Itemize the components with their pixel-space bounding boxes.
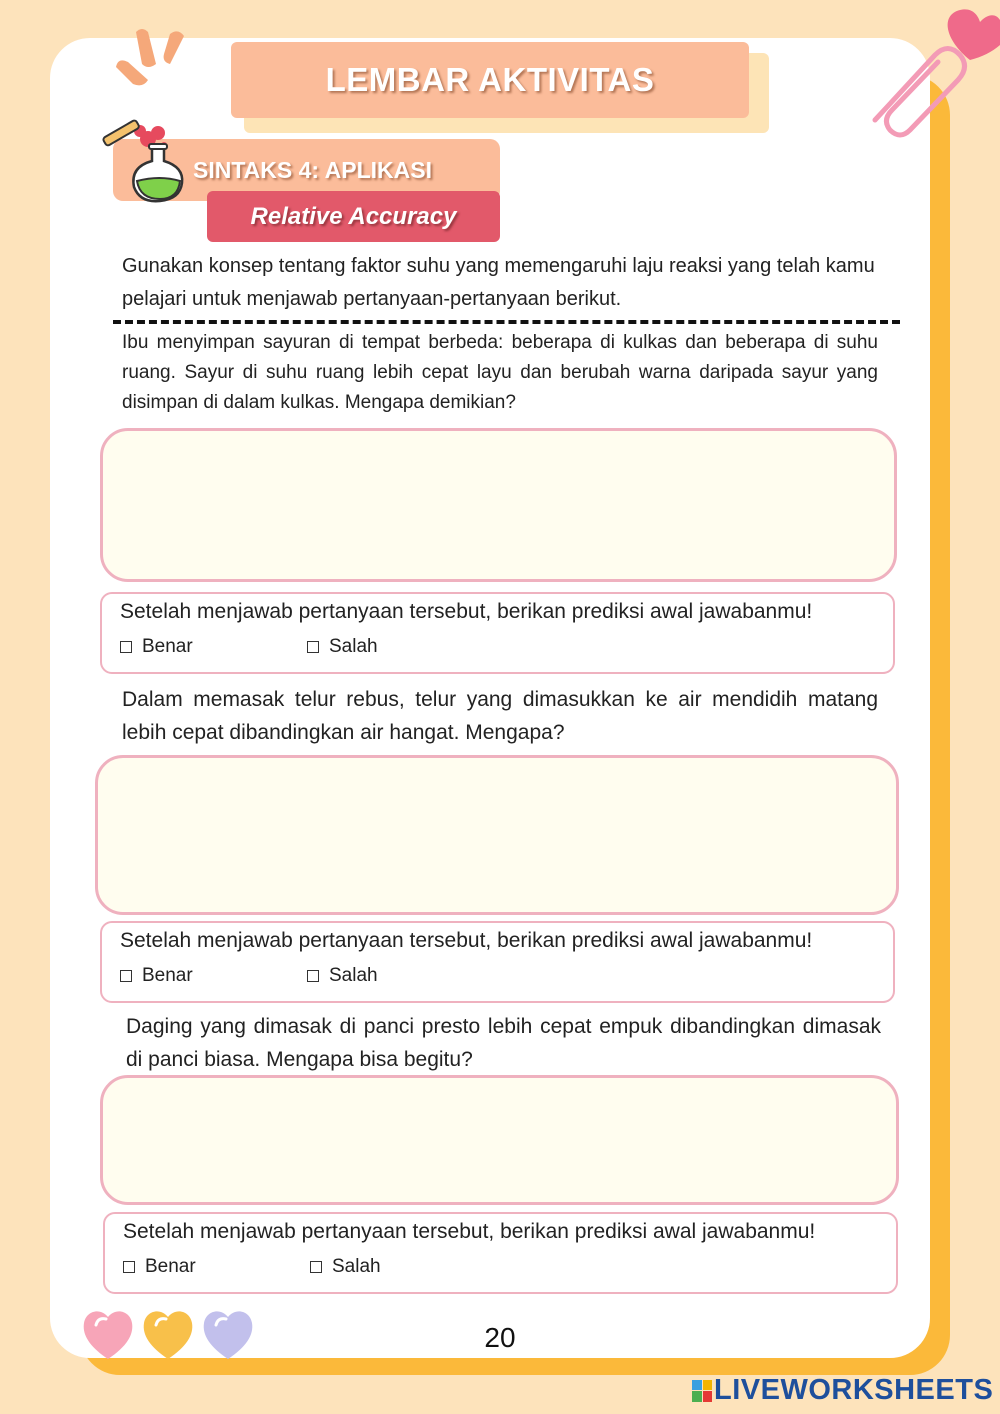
liveworksheets-logo[interactable] (692, 1374, 993, 1407)
answer-box-1[interactable] (100, 428, 897, 582)
intro-instruction: Gunakan konsep tentang faktor suhu yang memengaruhi laju reaksi yang telah kamu pelajari untuk menjawab pertanyaan-pertanyaan berikut. (122, 255, 875, 310)
checkbox-icon[interactable] (307, 970, 319, 982)
checkbox-icon[interactable] (307, 641, 319, 653)
prediction-prompt: Setelah menjawab pertanyaan tersebut, berikan prediksi awal jawabanmu! (120, 929, 813, 952)
heart-paperclip-icon (860, 0, 1000, 140)
option-benar-1[interactable] (120, 636, 193, 658)
title-banner (231, 42, 749, 118)
section-title: SINTAKS 4: APLIKASI (193, 156, 432, 183)
checkbox-icon[interactable] (120, 970, 132, 982)
checkbox-icon[interactable] (310, 1261, 322, 1273)
option-salah-2[interactable] (307, 965, 378, 987)
question-3-text: Daging yang dimasak di panci presto lebih cepat empuk dibandingkan dimasak di panci biasa. Mengapa bisa begitu? (126, 1015, 881, 1071)
option-benar-3[interactable] (123, 1256, 196, 1278)
sparkle-rays-icon (108, 22, 198, 92)
option-label: Benar (142, 636, 193, 657)
checkbox-icon[interactable] (120, 641, 132, 653)
question-1-text: Ibu menyimpan sayuran di tempat berbeda: beberapa di kulkas dan beberapa di suhu ruang. Sayur di suhu ruang lebih cepat layu dan berubah warna daripada sayur yang disimpan di dalam kulkas. Mengapa demikian? (122, 332, 878, 413)
question-2-text: Dalam memasak telur rebus, telur yang dimasukkan ke air mendidih matang lebih cepat dibandingkan air hangat. Mengapa? (122, 688, 878, 744)
flask-icon (100, 115, 195, 210)
prediction-box-2 (100, 921, 895, 1003)
option-label: Salah (332, 1256, 381, 1277)
option-label: Salah (329, 965, 378, 986)
brand-name: LIVEWORKSHEETS (714, 1374, 994, 1406)
option-salah-1[interactable] (307, 636, 378, 658)
page-number: 20 (484, 1322, 516, 1353)
subtitle: Relative Accuracy (250, 202, 457, 230)
checkbox-icon[interactable] (123, 1261, 135, 1273)
prediction-prompt: Setelah menjawab pertanyaan tersebut, berikan prediksi awal jawabanmu! (120, 600, 813, 623)
option-label: Salah (329, 636, 378, 657)
prediction-prompt: Setelah menjawab pertanyaan tersebut, berikan prediksi awal jawabanmu! (123, 1220, 816, 1243)
prediction-box-3 (103, 1212, 898, 1294)
option-label: Benar (145, 1256, 196, 1277)
page-title: LEMBAR AKTIVITAS (325, 61, 655, 98)
prediction-box-1 (100, 592, 895, 674)
logo-grid-icon (692, 1380, 712, 1402)
answer-box-3[interactable] (100, 1075, 899, 1205)
answer-box-2[interactable] (95, 755, 899, 915)
option-benar-2[interactable] (120, 965, 193, 987)
subtitle-banner (207, 191, 500, 242)
option-label: Benar (142, 965, 193, 986)
hearts-decoration-icon (80, 1303, 260, 1363)
dashed-divider (113, 320, 900, 324)
option-salah-3[interactable] (310, 1256, 381, 1278)
